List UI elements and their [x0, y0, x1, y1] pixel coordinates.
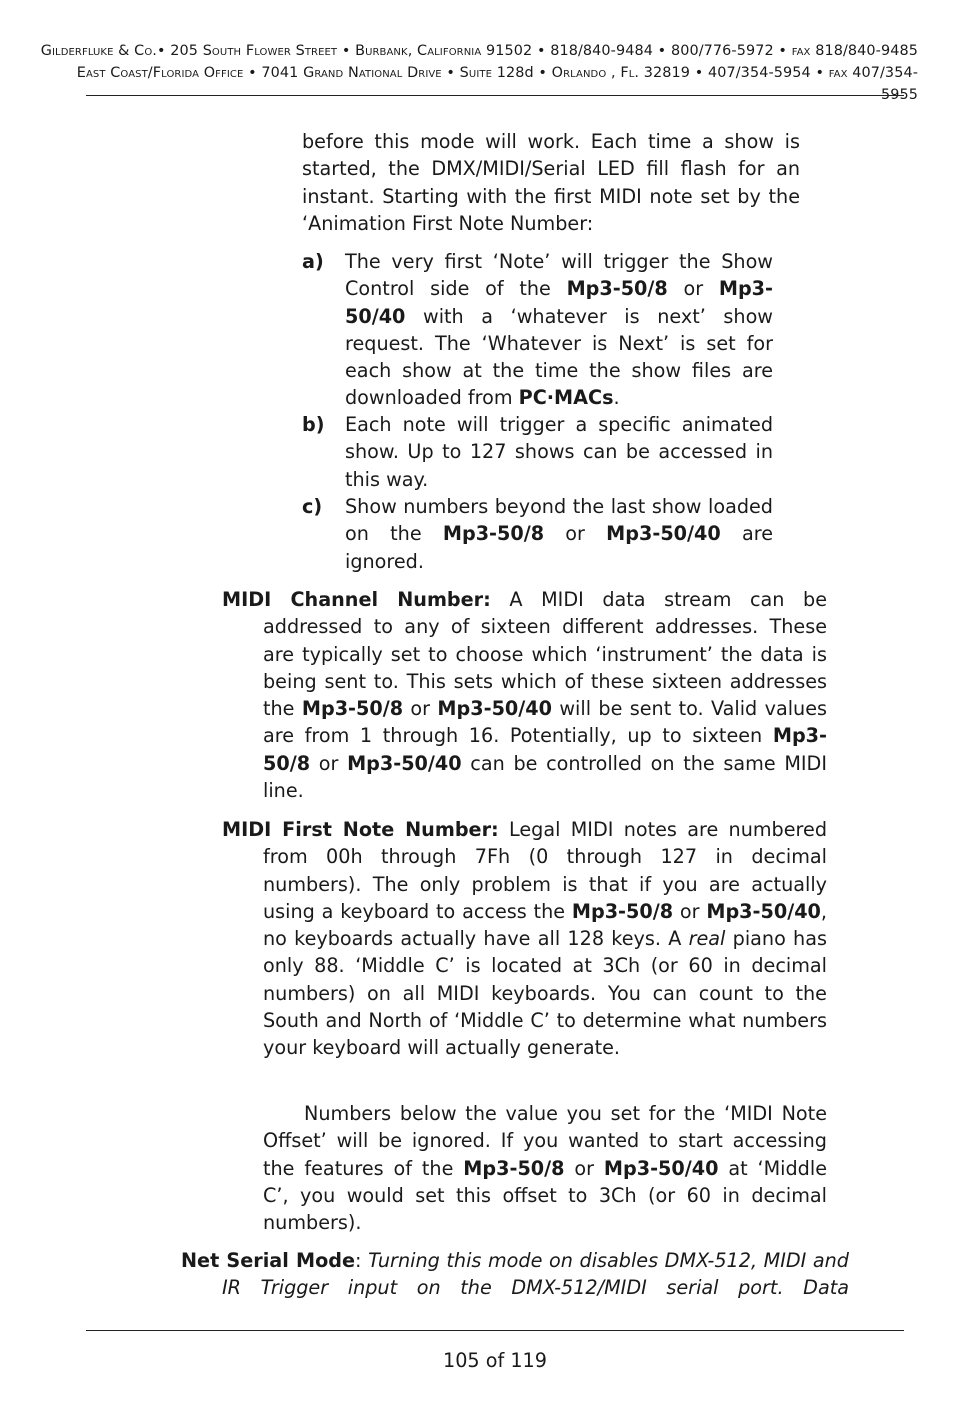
midi-first-note-text: MIDI First Note Number: Legal MIDI notes are numbered from 00h through 7Fh (0 through 127 in decimal numbers). The only problem is that if you are actually using a keyboard to access the Mp3-50/8 or Mp3-50/40, no keyboards actually have all 128 keys. A real piano has only 88. ‘Middle C’ is located at 3Ch (or 60 in decimal numbers) on all MIDI keyboards. You can count to the South and North of ‘Middle C’ to determine what numbers your keyboard will actually generate.	[222, 818, 828, 1060]
term-midi-channel: MIDI Channel Number:	[222, 588, 491, 611]
midi-channel-definition	[222, 586, 827, 804]
term-midi-first-note: MIDI First Note Number:	[222, 818, 499, 841]
page-header	[40, 40, 918, 106]
list-text: Each note will trigger a specific animated show. Up to 127 shows can be accessed in this way.	[345, 413, 773, 491]
list-text: Show numbers beyond the last show loaded on the Mp3-50/8 or Mp3-50/40 are ignored.	[345, 495, 773, 573]
net-serial-definition	[181, 1247, 849, 1302]
header-divider	[86, 95, 904, 96]
list-item-c	[302, 493, 773, 575]
header-line-west: Gilderfluke & Co.• 205 South Flower Street • Burbank, California 91502 • 818/840-9484 • 800/776-5972 • fax 818/840-9485	[40, 43, 918, 59]
term-net-serial: Net Serial Mode	[181, 1249, 356, 1272]
list-label: a)	[302, 250, 324, 273]
list-item-b	[302, 411, 773, 493]
midi-first-note-definition	[222, 816, 827, 1062]
header-line-east: East Coast/Florida Office • 7041 Grand National Drive • Suite 128d • Orlando , Fl. 32819 • 407/354-5954 • fax 407/354-5955	[76, 65, 918, 103]
footer-divider	[86, 1330, 904, 1331]
note-offset-paragraph: Numbers below the value you set for the ‘MIDI Note Offset’ will be ignored. If you wanted to start accessing the features of the Mp3-50/8 or Mp3-50/40 at ‘Middle C’, you would set this offset to 3Ch (or 60 in decimal numbers).	[263, 1102, 828, 1235]
page-number: 105 of 119	[443, 1349, 547, 1372]
midi-channel-text: MIDI Channel Number: A MIDI data stream can be addressed to any of sixteen different addresses. These are typically set to choose which ‘instrument’ the data is being sent to. This sets which of these sixteen addresses the Mp3-50/8 or Mp3-50/40 will be sent to. Valid values are from 1 through 16. Potentially, up to sixteen Mp3-50/8 or Mp3-50/40 can be controlled on the same MIDI line.	[222, 588, 828, 803]
list-label: b)	[302, 413, 325, 436]
list-text: The very first ‘Note’ will trigger the Show Control side of the Mp3-50/8 or Mp3-50/40 with a ‘whatever is next’ show request. The ‘Whatever is Next’ is set for each show at the time the show files are downloaded from PC·MACs.	[345, 250, 773, 410]
intro-paragraph: before this mode will work. Each time a show is started, the DMX/MIDI/Serial LED fill flash for an instant. Starting with the first MIDI note set by the ‘Animation First Note Number:	[302, 130, 800, 235]
list-label: c)	[302, 495, 323, 518]
net-serial-text: Net Serial Mode: Turning this mode on disables DMX-512, MIDI and IR Trigger input on the DMX-512/MIDI serial port. Data	[181, 1249, 849, 1300]
list-item-a	[302, 248, 773, 412]
